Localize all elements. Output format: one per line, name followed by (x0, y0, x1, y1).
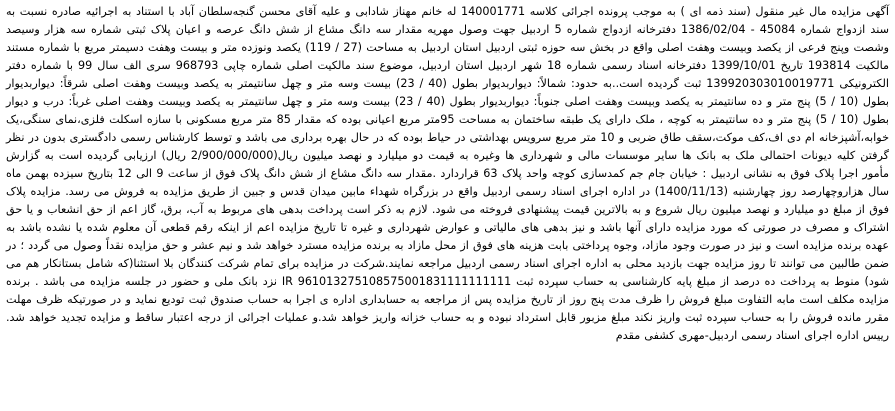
auction-notice-text: آگهی مزایده مال غیر منقول (سند ذمه ای ) به موجب پرونده اجرائی کلاسه 140001771 له خانم مهناز شادابی و علیه آقای محسن گنجه‌سلطان آباد با استناد به اجرائیه صادره نسبت به سند ازدواج شماره 45084 - 1386/02/04 دفترخانه ازدواج شماره 5 اردبیل جهت وصول مهریه مقدار سه دانگ مشاع از شش دانگ عرصه و اعیان پلاک ثبتی شماره سه هزار وسیصد وشصت وپنج فرعی از یکصد وبیست وهفت اصلی واقع در بخش سه حوزه ثبتی اردبیل استان اردبیل به مساحت (27 / 119) یکصد ونوزده متر و بیست وهفت دسیمتر مربع با شماره مستند مالکیت 193814 تاریخ 1399/10/01 دفترخانه اسناد رسمی شماره 18 شهر اردبیل استان اردبیل، موضوع سند مالکیت اصلی شماره چاپی 968793 سری الف سال 99 با شماره دفتر الکترونیکی 139920303010019771 ثبت گردیده است..به حدود: شمالاً: دیواربدیوار بطول (40 / 23) بیست وسه متر و چهل سانتیمتر به یکصد وبیست وهفت اصلی شرقاً: دیواربدیوار بطول (10 / 5) پنج متر و ده سانتیمتر به یکصد وبیست وهفت اصلی جنوباً: دیواربدیوار بطول (40 / 23) بیست وسه متر و چهل سانتیمتر به یکصد وبیست وهفت اصلی غرباً: درب و دیوار بطول (10 / 5) پنج متر و ده سانتیمتر به کوچه ، ملک دارای یک طبقه ساختمان به مساحت 95متر مربع اعیانی بوده که مقدار 85 متر مربع مسکونی با سازه اسکلت فلزی،نمای سنگی،یک خوابه،آشپزخانه ام دی اف،کف موکت،سقف طاق ضربی و 10 متر مربع سرویس بهداشتی در حیاط بوده که در حال بهره برداری می باشد و توسط کارشناس رسمی دادگستری بدون در نظر گرفتن کلیه دیونات احتمالی ملک به بانک ها سایر موسسات مالی و شهرداری ها وغیره به قیمت دو میلیارد و نهصد میلیون ریال(2/900/000/000 ریال) ارزیابی گردیده است به گزارش مأمور اجرا پلاک فوق به نشانی اردبیل : خیابان جام جم کمدسازی کوچه واحد پلاک 63 قراردارد .مقدار سه دانگ مشاع از شش دانگ پلاک فوق از ساعت 9 الی 12 بتاریخ سیزده بهمن ماه سال هزاروچهارصد روز چهارشنبه (1400/11/13) در اداره اجرای اسناد رسمی اردبیل واقع در بزرگراه شهداء مابین میدان قدس و جبین از طریق مزایده به فروش می رسد. مزایده پلاک فوق از مبلغ دو میلیارد و نهصد میلیون ریال شروع و به بالاترین قیمت پیشنهادی فروخته می شود. لازم به ذکر است پرداخت بدهی های مربوط به آب، برق، گاز اعم از حق انشعاب و یا حق اشتراک و مصرف در صورتی که مورد مزایده دارای آنها باشد و نیز بدهی های مالیاتی و عوارض شهرداری و غیره تا تاریخ مزایده اعم از اینکه رقم قطعی آن معلوم شده یا نشده باشد به عهده برنده مزایده است و نیز در صورت وجود مازاد، وجوه پرداختی بابت هزینه های فوق از محل مازاد به برنده مزایده مسترد خواهد شد و نیم عشر و حق مزایده نقداً وصول می گردد ؛ در ضمن طالبین می توانند تا روز مزایده جهت بازدید محلی به اداره اجرای اسناد رسمی اردبیل مراجعه نمایند.شرکت در مزایده برای تمام شرکت کنندگان بلا استثنا(که شامل بستانکار هم می شود) منوط به پرداخت ده درصد از مبلغ پایه کارشناسی به حساب سپرده ثبت IR 961013275108575001831111111111 نزد بانک ملی و حضور در جلسه مزایده می باشد . برنده مزایده مکلف است مابه التفاوت مبلغ فروش را ظرف مدت پنج روز از تاریخ مزایده پس از مراجعه به حسابداری اداره ی اجرا به حساب صندوق ثبت تودیع نماید و در صورتیکه ظرف مهلت مقرر مانده فروش را به حساب سپرده ثبت واریز نکند مبلغ مزبور قابل استرداد نبوده و به حساب خزانه واریز خواهد شد.و عملیات اجرائی از درجه اعتبار ساقط و مزایده تجدید خواهد شد. رییس اداره اجرای اسناد رسمی اردبیل-مهری کشفی مقدم (6, 5, 890, 342)
